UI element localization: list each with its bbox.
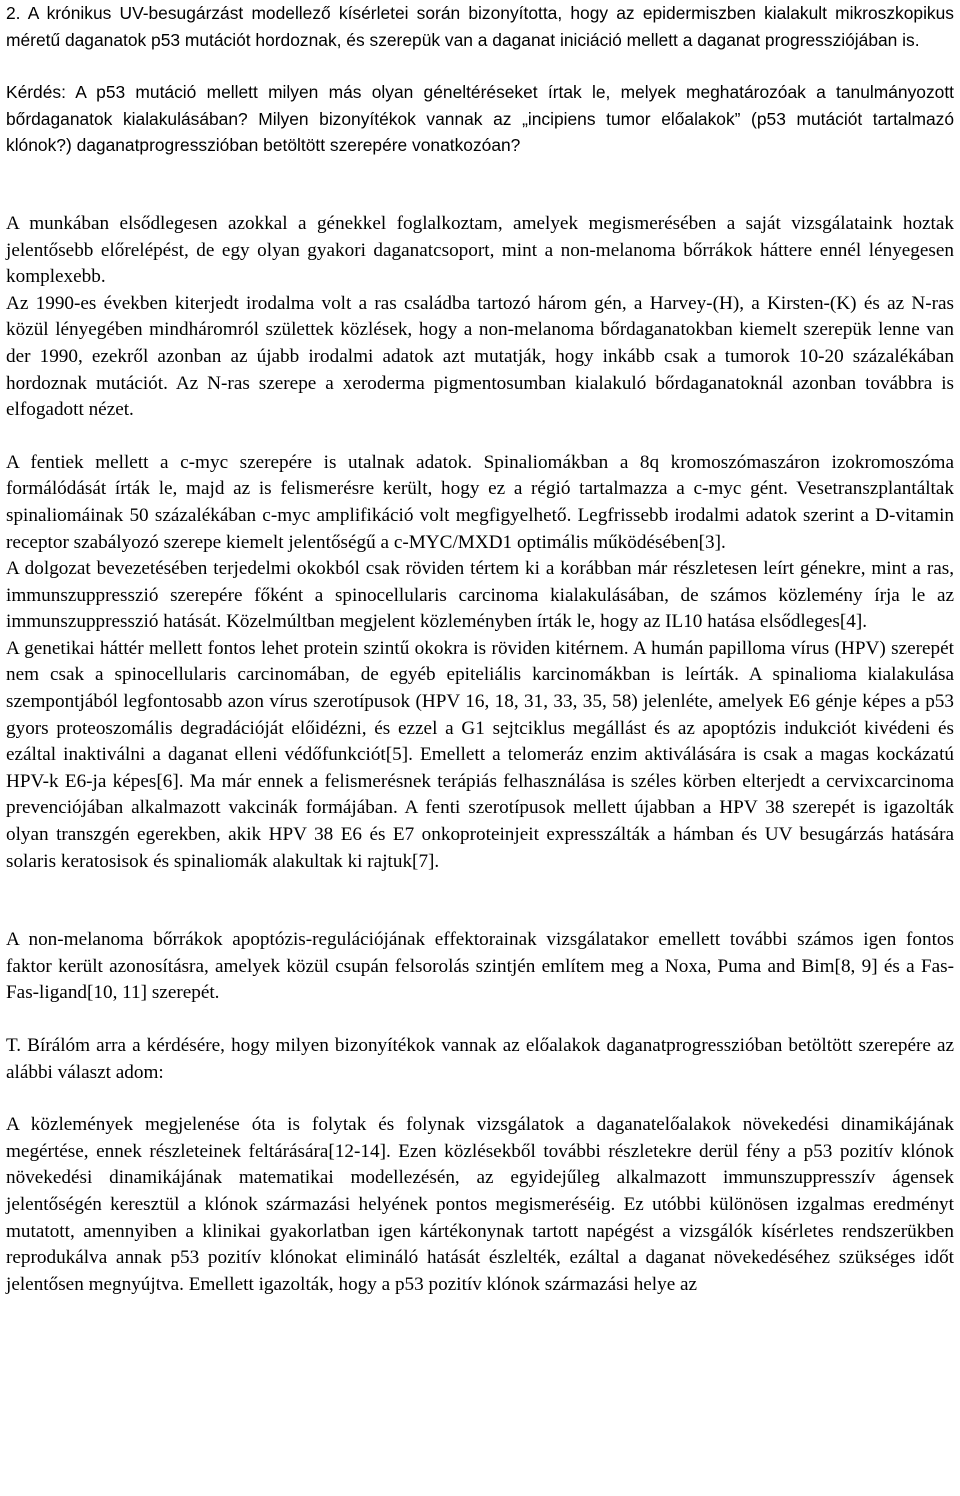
paragraph-hpv: A genetikai háttér mellett fontos lehet protein szintű okokra is röviden kitérnem. A humán papilloma vírus (HPV) szerepét nem csak a spinocellularis carcinomában, de egyéb epiteliális karcinomákban is leírták. A spinalioma kialakulása szempontjából legfontosabb azon vírus szerotípusok (HPV 16, 18, 31, 33, 35, 58) jelenléte, amelyek E6 génje képes a p53 gyors proteoszomális degradációját előidézni, és ezzel a G1 sejtciklus megállást és az apoptózis indukciót kivédeni és ezáltal inaktiválni a daganat elleni védőfunkciót[5]. Emellett a telomeráz enzim aktiválására is csak a magas kockázatú HPV-k E6-ja képes[6]. Ma már ennek a felismerésnek terápiás felhasználása is széles körben elterjedt a cervixcarcinoma prevenciójában alkalmazott vakcinák formájában. A fenti szerotípusok mellett újabban a HPV 38 szerepét is igazolták olyan transzgén egerekben, akik HPV 38 E6 és E7 onkoproteinjeit expresszálták a hámban és UV besugárzás hatására solaris keratosisok és spinaliomák alakultak ki rajtuk[7]. — [6, 637, 954, 872]
paragraph-question: Kérdés: A p53 mutáció mellett milyen más olyan géneltéréseket írtak le, melyek meghatározóak a tanulmányozott bőrdaganatok kialakulásában? Milyen bizonyítékok vannak az „incipiens tumor előalakok” (p53 mutációt tartalmazó klónok?) daganatprogresszióban betöltött szerepére vonatkozóan? — [6, 82, 954, 156]
paragraph-apoptosis: A non-melanoma bőrrákok apoptózis-regulációjának effektorainak vizsgálatakor emellett további számos igen fontos faktor került azonosításra, amelyek közül csupán felsorolás szintjén említem meg a Noxa, Puma and Bim[8, 9] és a Fas-Fas-ligand[10, 11] szerepét. — [6, 929, 954, 1004]
document-page — [6, 0, 954, 1298]
paragraph-answer-intro: A munkában elsődlegesen azokkal a génekkel foglalkoztam, amelyek megismerésében a saját vizsgálataink hoztak jelentősebb előrelépést, de egy olyan gyakori daganatcsoport, mint a non-melanoma bőrrákok háttere ennél lényegesen komplexebb. — [6, 212, 954, 288]
paragraph-ras-genes: Az 1990-es években kiterjedt irodalma volt a ras családba tartozó három gén, a Harvey-(H), a Kirsten-(K) és az N-ras közül lényegében mindháromról születtek közlések, hogy a non-melanoma bőrdaganatokban kiemelt szerepük lenne van der 1990, ezekről azonban az újabb irodalmi adatok azt mutatják, hogy inkább csak a tumorok 10-20 százalékában hordoznak mutációt. Az N-ras szerepe a xeroderma pigmentosumban kialakuló bőrdaganatoknál azonban továbbra is elfogadott nézet. — [6, 292, 954, 421]
paragraph-reviewer-answer: T. Bírálóm arra a kérdésére, hogy milyen bizonyítékok vannak az előalakok daganatprogresszióban betöltött szerepére az alábbi választ adom: — [6, 1035, 954, 1083]
paragraph-c-myc: A fentiek mellett a c-myc szerepére is utalnak adatok. Spinaliomákban a 8q kromoszómaszáron izokromoszóma formálódását írták le, majd az is felismerésre került, hogy ez a régió tartalmazza a c-myc gént. Vesetranszplantáltak spinaliomáinak 50 százalékában c-myc amplifikáció volt megfigyelhető. Legfrissebb irodalmi adatok szerint a D-vitamin receptor szabályozó szerepe kiemelt jelentőségű a c-MYC/MXD1 optimális működésében[3]. — [6, 451, 954, 553]
paragraph-progression-evidence: A közlemények megjelenése óta is folytak és folynak vizsgálatok a daganatelőalakok növekedési dinamikájának megértése, ennek részleteinek feltárására[12-14]. Ezen közlésekből további részletekre derül fény a p53 pozitív klónok növekedési dinamikájának matematikai modellezésén, az egyidejűleg alkalmazott immunszuppresszív ágensek jelentőségén keresztül a klónok származási helyének pontos megismeréséig. Ez utóbbi különösen izgalmas eredményt mutatott, amennyiben a klinikai gyakorlatban igen kártékonynak tartott napégést a vizsgálók kísérletes rendszerükben reprodukálva annak p53 pozitív klónokat elimináló hatását észlelték, ezáltal a daganat növekedéséhez szükséges időt jelentősen megnyújtva. Emellett igazolták, hogy a p53 pozitív klónok származási helye az — [6, 1114, 954, 1295]
paragraph-immunosuppression: A dolgozat bevezetésében terjedelmi okokból csak röviden tértem ki a korábban már részletesen leírt génekre, mint a ras, immunszuppresszió szerepére főként a spinocellularis carcinoma kialakulásában, de számos közlemény írja le az immunszuppresszió hatását. Közelmúltban megjelent közleményben írták le, hogy az IL10 hatása elsődleges[4]. — [6, 558, 954, 633]
paragraph-point-2: 2. A krónikus UV-besugárzást modellező kísérletei során bizonyította, hogy az epidermiszben kialakult mikroszkopikus méretű daganatok p53 mutációt hordoznak, és szerepük van a daganat iniciáció mellett a daganat progressziójában is. — [6, 3, 954, 50]
